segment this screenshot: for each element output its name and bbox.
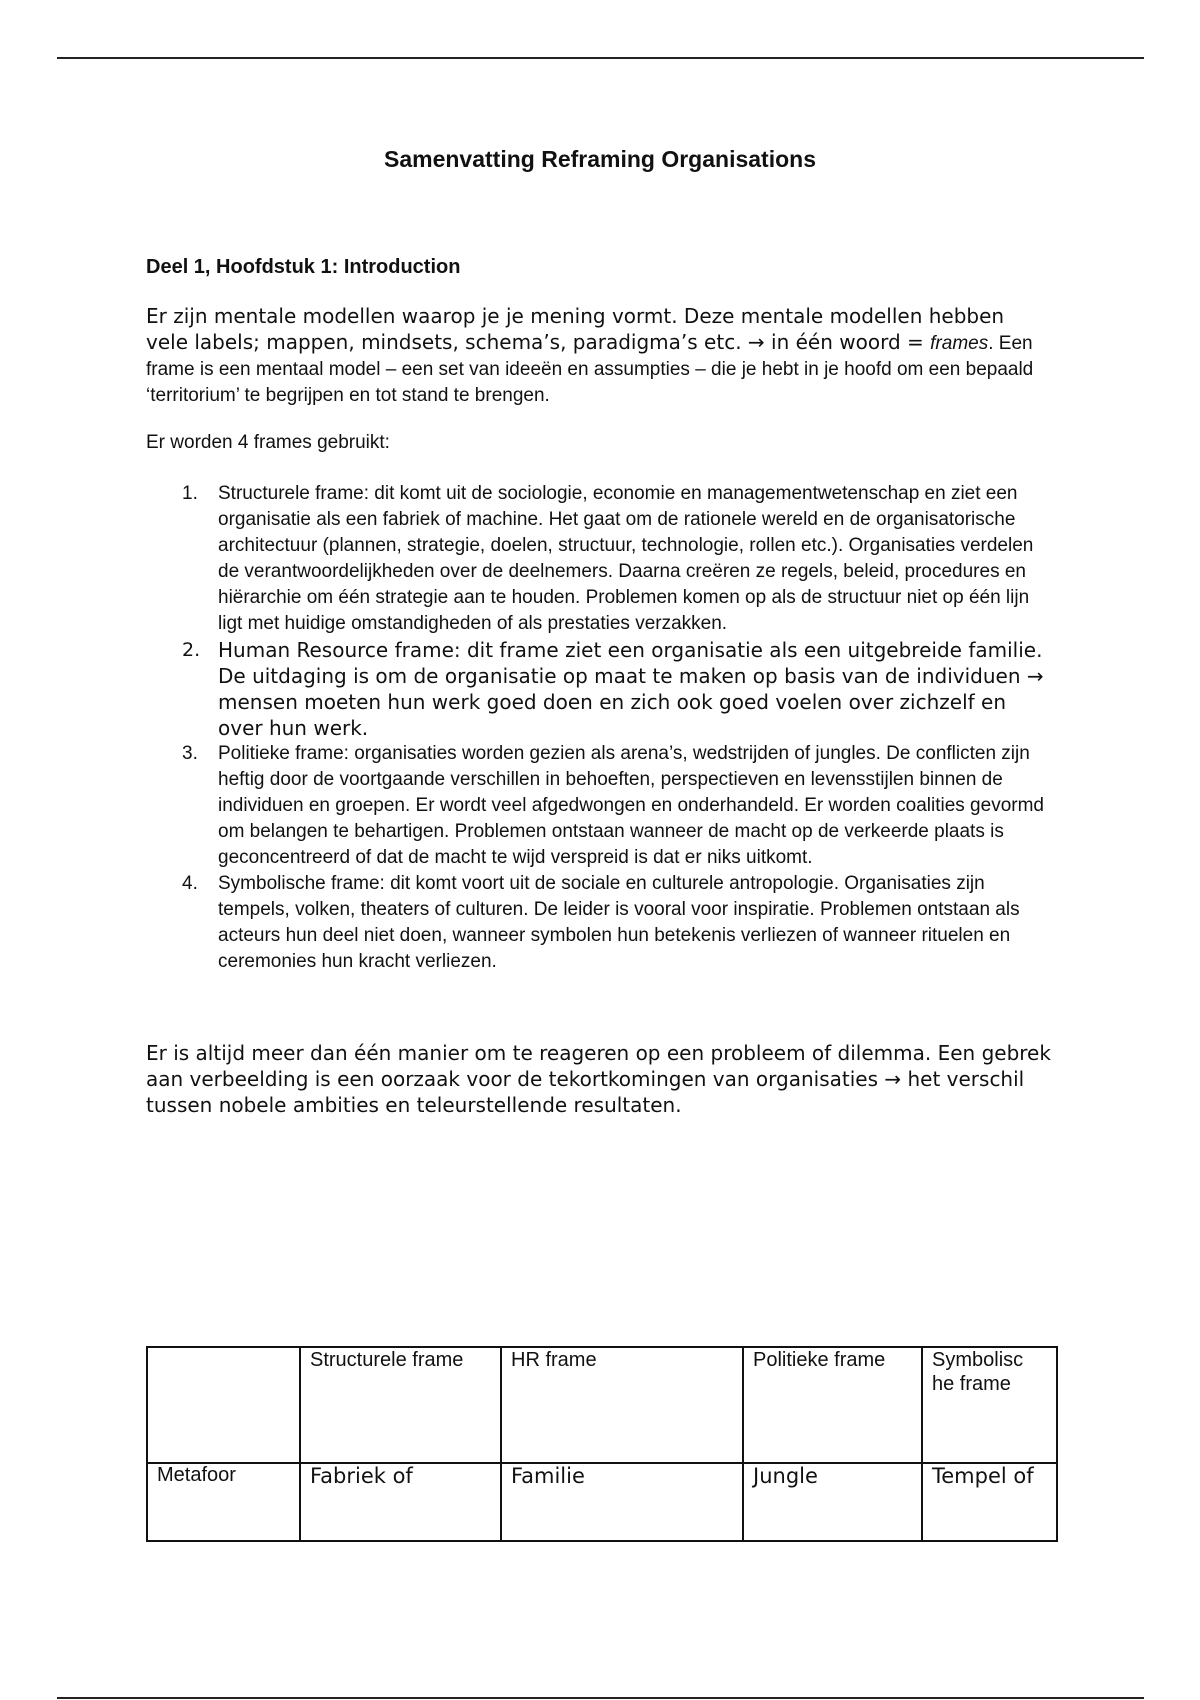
table-cell: Jungle [743, 1463, 922, 1541]
intro-text-part1: Er zijn mentale modellen waarop je je mening vormt. Deze mentale modellen hebben vele labels; mappen, mindsets, schema’s, paradigma’s etc. → in één woord = [146, 304, 1005, 354]
intro-frames-word: frames [930, 333, 989, 354]
table-header-cell: Politieke frame [743, 1347, 922, 1463]
list-item-text: Symbolische frame: dit komt voort uit de sociale en culturele antropologie. Organisaties zijn tempels, volken, theaters of culturen. De leider is vooral voor inspiratie. Problemen ontstaan als acteurs hun deel niet doen, wanneer symbolen hun betekenis verliezen of wanneer rituelen en ceremonies hun kracht verliezen. [218, 873, 1020, 972]
list-number: 1. [182, 483, 198, 504]
table-cell: Tempel of [922, 1463, 1057, 1541]
frames-lead: Er worden 4 frames gebruikt: [146, 432, 390, 453]
intro-paragraph [146, 303, 1046, 409]
list-item-text: Structurele frame: dit komt uit de sociologie, economie en managementwetenschap en ziet een organisatie als een fabriek of machine. Het gaat om de rationele wereld en de organisatorische architectuur (plannen, strategie, doelen, structuur, technologie, rollen etc.). Organisaties verdelen de verantwoordelijkheden over de deelnemers. Daarna creëren ze regels, beleid, procedures en hiërarchie om één strategie aan te houden. Problemen komen op als de structuur niet op één lijn ligt met huidige omstandigheden of als prestaties verzakken. [218, 483, 1034, 634]
table-header-row [147, 1347, 1057, 1463]
table-header-cell: Structurele frame [300, 1347, 501, 1463]
list-item [146, 637, 1056, 741]
list-item-text: Politieke frame: organisaties worden gezien als arena’s, wedstrijden of jungles. De conflicten zijn heftig door de voortgaande verschillen in behoeften, perspectieven en levensstijlen binnen de individuen en groepen. Er wordt veel afgedwongen en onderhandeld. Er worden coalities gevormd om belangen te behartigen. Problemen ontstaan wanneer de macht op de verkeerde plaats is geconcentreerd of dat de macht te wijd verspreid is dat er niks uitkomt. [218, 743, 1044, 868]
document-title: Samenvatting Reframing Organisations [384, 146, 816, 172]
chapter-heading: Deel 1, Hoofdstuk 1: Introduction [146, 256, 461, 278]
list-number: 2. [182, 639, 201, 661]
list-item-text: Human Resource frame: dit frame ziet een organisatie als een uitgebreide familie. De uitdaging is om de organisatie op maat te maken op basis van de individuen → mensen moeten hun werk goed doen en zich ook goed voelen over zichzelf en over hun werk. [218, 638, 1044, 740]
table-header-cell [147, 1347, 300, 1463]
table-row [147, 1463, 1057, 1541]
conclusion-paragraph: Er is altijd meer dan één manier om te reageren op een probleem of dilemma. Een gebrek aan verbeelding is een oorzaak voor de tekortkomingen van organisaties → het verschil tussen nobele ambities en teleurstellende resultaten. [146, 1041, 1051, 1117]
list-number: 4. [182, 873, 198, 894]
table-row-label: Metafoor [147, 1463, 300, 1541]
bottom-rule [57, 1697, 1144, 1699]
frames-list [146, 481, 1056, 975]
list-item [146, 871, 1056, 975]
table-cell: Familie [501, 1463, 743, 1541]
table-header-cell: Symbolisc he frame [922, 1347, 1057, 1463]
top-rule [57, 57, 1144, 59]
list-item [146, 481, 1056, 637]
table-header-cell: HR frame [501, 1347, 743, 1463]
list-item [146, 741, 1056, 871]
table-cell: Fabriek of [300, 1463, 501, 1541]
intro-text-part2: . Een frame is een mentaal model – een set van ideeën en assumpties – die je hebt in je hoofd om een bepaald ‘territorium’ te begrijpen en tot stand te brengen. [146, 333, 1034, 406]
frames-comparison-table [146, 1346, 1058, 1542]
list-number: 3. [182, 743, 198, 764]
